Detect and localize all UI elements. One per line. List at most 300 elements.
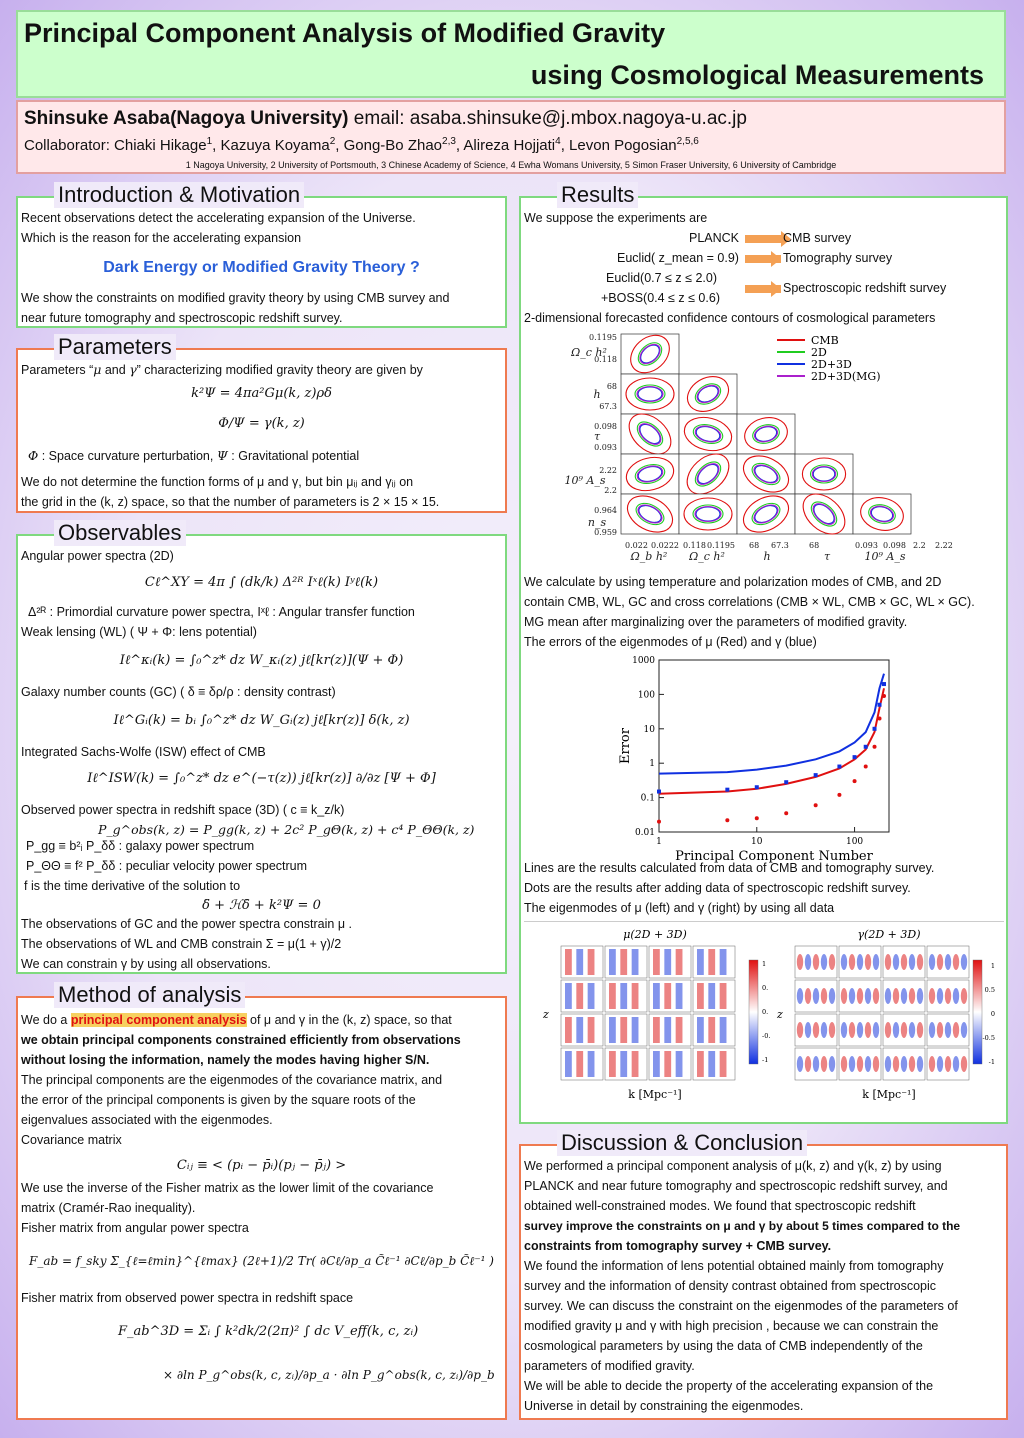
eigenmode-band xyxy=(653,1017,660,1043)
disc-line-6: survey and the information of density contrast obtained from spectroscopic xyxy=(524,1279,937,1293)
section-title-introduction: Introduction & Motivation xyxy=(54,182,304,208)
eigenmode-blob xyxy=(945,1056,951,1072)
colorbar-right xyxy=(973,960,982,1064)
affiliations: 1 Nagoya University, 2 University of Portsmouth, 3 Chinese Academy of Science, 4 Ewha Womans University, 5 Simon Fraser University, 6 University of Cambridge xyxy=(185,160,837,170)
eigenmode-blob xyxy=(937,1022,943,1038)
eigenmode-band xyxy=(620,949,627,975)
tick-x-7: 0.093 xyxy=(855,541,878,550)
disc-line-1: PLANCK and near future tomography and spectroscopic redshift survey, and xyxy=(524,1179,948,1193)
tick-x-2: 0.118 xyxy=(683,541,706,550)
x-tick-label: 1 xyxy=(656,837,662,847)
cbar-right-tick-0: 1 xyxy=(990,962,995,970)
obs-line-10: The observations of WL and CMB constrain Σ = μ(1 + γ)/2 xyxy=(21,937,342,951)
eigenmode-blob xyxy=(797,1022,803,1038)
eigenmode-blob xyxy=(909,1056,915,1072)
eigenmode-band xyxy=(576,1017,583,1043)
eigenmode-band xyxy=(708,1051,715,1077)
x-tick-label: 100 xyxy=(845,837,864,847)
method-line-3: without losing the information, namely the modes having higher S/N. xyxy=(21,1053,430,1067)
eigenmode-blob xyxy=(937,988,943,1004)
contour-panel xyxy=(795,494,853,534)
eigenmode-blob xyxy=(917,1022,923,1038)
series-dot-3 xyxy=(853,779,857,783)
obs-line-4: Integrated Sachs-Wolfe (ISW) effect of CMB xyxy=(21,745,266,759)
results-p1: We calculate by using temperature and polarization modes of CMB, and 2D xyxy=(524,575,942,589)
eigenmode-blob xyxy=(849,1022,855,1038)
obs-line-2: Weak lensing (WL) ( Ψ + Φ: lens potential) xyxy=(21,625,257,639)
series-dot-2 xyxy=(853,755,857,759)
eigenmode-band xyxy=(720,949,727,975)
series-dot-3 xyxy=(873,745,877,749)
eig-left-title: μ(2D + 3D) xyxy=(623,928,687,941)
equation-growth: δ̈ + ℋδ̇ + k²Ψ = 0 xyxy=(202,898,321,913)
series-dot-2 xyxy=(882,682,886,686)
y-tick-label: 1000 xyxy=(632,656,655,666)
obs-line-7: P_ΘΘ ≡ f² P_δδ : peculiar velocity power spectrum xyxy=(26,859,308,873)
y-tick-label: 10 xyxy=(643,724,655,735)
eigenmode-blob xyxy=(961,1056,967,1072)
title-line-1: Principal Component Analysis of Modified Gravity xyxy=(24,18,666,48)
exp-euclid-tomo-survey: Tomography survey xyxy=(783,251,893,265)
contour-panel xyxy=(737,494,795,534)
x-tick-label: 10 xyxy=(751,837,763,847)
eigenmode-blob xyxy=(909,1022,915,1038)
eigenmode-blob xyxy=(849,1056,855,1072)
equation-isw: Iℓ^ISW(k) = ∫₀^z* dz e^(−τ(z)) jℓ[kr(z)] ∂/∂z [Ψ + Φ] xyxy=(87,771,436,786)
intro-line-4: near future tomography and spectroscopic redshift survey. xyxy=(21,311,343,325)
results-p4: The errors of the eigenmodes of μ (Red) and γ (blue) xyxy=(524,635,817,649)
title-banner xyxy=(16,10,1006,98)
method-line-6: eigenvalues associated with the eigenmodes. xyxy=(21,1113,273,1127)
eigenmode-band xyxy=(697,983,704,1009)
eigenmode-blob xyxy=(893,1056,899,1072)
series-dot-3 xyxy=(657,820,661,824)
eigenmode-blob xyxy=(885,988,891,1004)
param-label-as: 10⁹ A_s xyxy=(564,474,606,487)
eigenmode-blob xyxy=(945,988,951,1004)
eigenmode-blob xyxy=(813,1022,819,1038)
obs-line-5: Observed power spectra in redshift space (3D) ( c ≡ k_z/k) xyxy=(21,803,345,817)
equation-pobs: P_g^obs(k, z) = P_gg(k, z) + 2c² P_gΘ(k, z) + c⁴ P_ΘΘ(k, z) xyxy=(98,822,475,837)
method-line-10: Fisher matrix from angular power spectra xyxy=(21,1221,249,1235)
series-dot-2 xyxy=(657,790,661,794)
eigenmode-blob xyxy=(873,1022,879,1038)
disc-line-7: survey. We can discuss the constraint on the eigenmodes of the parameters of xyxy=(524,1299,958,1313)
eigenmode-blob xyxy=(901,988,907,1004)
cbar-right-tick-4: -1 xyxy=(988,1058,995,1066)
equation-fisher-2d: F_ab = f_sky Σ_{ℓ=ℓmin}^{ℓmax} (2ℓ+1)/2 Tr( ∂Cℓ/∂p_a C̃ℓ⁻¹ ∂Cℓ/∂p_b C̃ℓ⁻¹ ) xyxy=(29,1254,494,1268)
method-line-11: Fisher matrix from observed power spectra in redshift space xyxy=(21,1291,354,1305)
intro-line-3: We show the constraints on modified gravity theory by using CMB survey and xyxy=(21,291,450,305)
obs-line-1: Δ²ᴿ : Primordial curvature power spectra, Iˣℓ : Angular transfer function xyxy=(28,605,415,619)
cbar-left-tick-2: 0. xyxy=(762,1008,769,1016)
series-dot-2 xyxy=(878,703,882,707)
divider xyxy=(524,921,1004,922)
series-dot-2 xyxy=(873,727,877,731)
eigenmode-band xyxy=(620,1051,627,1077)
param-label-omch2: Ω_c h² xyxy=(571,346,607,359)
eigenmode-blob xyxy=(821,988,827,1004)
series-dot-3 xyxy=(864,765,868,769)
tick-h-lo: 67.3 xyxy=(599,402,617,411)
eigenmode-blob xyxy=(805,1022,811,1038)
eigenmode-band xyxy=(676,1017,683,1043)
equation-fisher-3d-2: × ∂ln P_g^obs(k, c, zᵢ)/∂p_a · ∂ln P_g^obs(k, c, zᵢ)/∂p_b xyxy=(163,1368,495,1382)
tick-x-4: 68 xyxy=(749,541,760,550)
eigenmode-blob xyxy=(917,1056,923,1072)
equation-covariance: Cᵢⱼ ≡ < (pᵢ − p̄ᵢ)(pⱼ − p̄ⱼ) > xyxy=(176,1158,347,1173)
author-email: email: asaba.shinsuke@j.mbox.nagoya-u.ac.jp xyxy=(353,108,747,129)
tick-x-8: 0.098 xyxy=(883,541,906,550)
legend-2d3dmg: 2D+3D(MG) xyxy=(811,370,881,383)
eigenmode-blob xyxy=(961,988,967,1004)
obs-line-6: P_gg ≡ b²ᵢ P_δδ : galaxy power spectrum xyxy=(26,839,255,853)
eigenmode-band xyxy=(565,1051,572,1077)
eigenmode-band xyxy=(609,1017,616,1043)
method-line-7: Covariance matrix xyxy=(21,1133,122,1147)
param-label-tau: τ xyxy=(593,430,601,443)
series-dot-3 xyxy=(882,694,886,698)
section-title-results: Results xyxy=(557,182,638,208)
eigenmode-blob xyxy=(813,1056,819,1072)
contour-panel xyxy=(621,454,679,494)
intro-question: Dark Energy or Modified Gravity Theory ? xyxy=(103,259,420,276)
section-title-parameters: Parameters xyxy=(54,334,176,360)
contour-panel xyxy=(737,414,795,454)
eig-left-xlabel: k [Mpc⁻¹] xyxy=(628,1088,682,1101)
collaborator-label: Collaborator: Chiaki Hikage xyxy=(24,137,207,154)
eigenmode-blob xyxy=(857,988,863,1004)
eigenmode-blob xyxy=(945,1022,951,1038)
eigenmode-band xyxy=(588,949,595,975)
y-tick-label: 1 xyxy=(649,759,655,770)
author-banner xyxy=(16,100,1006,174)
eigenmode-blob xyxy=(953,954,959,970)
section-results xyxy=(519,182,1008,1124)
eigenmode-blob xyxy=(885,1022,891,1038)
disc-line-2: obtained well-constrained modes. We found that spectroscopic redshift xyxy=(524,1199,916,1213)
param-label-h: h xyxy=(593,388,601,401)
section-title-observables: Observables xyxy=(54,520,186,546)
eig-right-xlabel: k [Mpc⁻¹] xyxy=(862,1088,916,1101)
series-dot-3 xyxy=(837,793,841,797)
method-line-2: we obtain principal components constrained efficiently from observations xyxy=(21,1033,461,1047)
eigenmode-band xyxy=(676,949,683,975)
results-p6: Dots are the results after adding data of spectroscopic redshift survey. xyxy=(524,881,911,895)
results-p7: The eigenmodes of μ (left) and γ (right) by using all data xyxy=(524,901,835,915)
eigenmode-blob xyxy=(953,988,959,1004)
arrow-head-icon xyxy=(771,251,781,267)
eigenmode-band xyxy=(676,983,683,1009)
eigenmode-blob xyxy=(937,1056,943,1072)
intro-line-1: Recent observations detect the accelerating expansion of the Universe. xyxy=(21,211,416,225)
eigenmode-blob xyxy=(909,954,915,970)
contour-panel xyxy=(621,334,679,374)
eigenmode-band xyxy=(576,983,583,1009)
cbar-left-tick-3: -0. xyxy=(762,1032,771,1040)
eigenmode-band xyxy=(588,983,595,1009)
equation-wl: Iℓ^κᵢ(k) = ∫₀^z* dz W_κᵢ(z) jℓ[kr(z)](Ψ + Φ) xyxy=(119,653,404,668)
eigenmode-blob xyxy=(873,954,879,970)
eigenmode-blob xyxy=(901,1022,907,1038)
obs-line-3: Galaxy number counts (GC) ( δ ≡ δρ/ρ : density contrast) xyxy=(21,685,336,699)
eigenmode-blob xyxy=(797,988,803,1004)
eigenmode-band xyxy=(632,949,639,975)
chart-xlabel: Principal Component Number xyxy=(675,849,873,864)
y-tick-label: 100 xyxy=(637,690,655,701)
cbar-right-tick-3: -0.5 xyxy=(982,1034,995,1042)
results-p3: MG mean after marginalizing over the parameters of modified gravity. xyxy=(524,615,908,629)
eigenmode-band xyxy=(720,1017,727,1043)
disc-line-11: We will be able to decide the property of the accelerating expansion of the xyxy=(524,1379,934,1393)
eigenmode-band xyxy=(697,949,704,975)
series-dot-3 xyxy=(814,803,818,807)
eig-right-ylabel: z xyxy=(777,1008,783,1021)
tick-x-0: 0.022 xyxy=(625,541,648,550)
series-dot-2 xyxy=(784,780,788,784)
contour-panel xyxy=(679,494,737,534)
series-dot-2 xyxy=(814,773,818,777)
obs-line-9: The observations of GC and the power spectra constrain μ . xyxy=(21,917,352,931)
eigenmode-blob xyxy=(849,988,855,1004)
eigenmode-blob xyxy=(813,988,819,1004)
eigenmode-band xyxy=(565,983,572,1009)
eigenmode-band xyxy=(720,983,727,1009)
eigenmode-blob xyxy=(937,954,943,970)
disc-line-8: modified gravity μ and γ with high precision , because we can constrain the xyxy=(524,1319,939,1333)
eigenmode-blob xyxy=(865,954,871,970)
equation-poisson: k²Ψ = 4πa²Gμ(k, z)ρδ xyxy=(191,386,332,401)
eigenmode-band xyxy=(588,1051,595,1077)
method-line-9: matrix (Cramér-Rao inequality). xyxy=(21,1201,196,1215)
arrow-icon xyxy=(745,235,781,243)
tick-x-6: 68 xyxy=(809,541,820,550)
eigenmode-blob xyxy=(929,954,935,970)
disc-line-9: cosmological parameters by using the data of CMB independently of the xyxy=(524,1339,923,1353)
eigenmode-blob xyxy=(945,954,951,970)
eigenmode-blob xyxy=(953,1022,959,1038)
tick-ns-lo: 0.959 xyxy=(594,528,617,537)
eig-right-title: γ(2D + 3D) xyxy=(857,928,921,941)
eigenmode-blob xyxy=(821,1022,827,1038)
eigenmode-blob xyxy=(865,1022,871,1038)
eigenmode-blob xyxy=(797,954,803,970)
tick-x-3: 0.1195 xyxy=(707,541,735,550)
eigenmode-blob xyxy=(953,1056,959,1072)
tick-x-1: 0.0222 xyxy=(651,541,679,550)
eigenmode-blob xyxy=(929,1056,935,1072)
parameters-line-2: Φ : Space curvature perturbation, Ψ : Gravitational potential xyxy=(28,448,360,463)
eigenmode-blob xyxy=(961,954,967,970)
eigenmode-band xyxy=(653,949,660,975)
eigenmode-band xyxy=(609,983,616,1009)
tick-x-5: 67.3 xyxy=(771,541,789,550)
eigenmode-blob xyxy=(873,1056,879,1072)
equation-gc: Iℓ^Gᵢ(k) = bᵢ ∫₀^z* dz W_Gᵢ(z) jℓ[kr(z)] δ(k, z) xyxy=(113,713,410,728)
chart-ylabel: Error xyxy=(618,728,633,764)
contour-caption: 2-dimensional forecasted confidence contours of cosmological parameters xyxy=(524,311,936,325)
cbar-right-tick-1: 0.5 xyxy=(984,986,995,994)
disc-line-12: Universe in detail by constraining the eigenmodes. xyxy=(524,1399,804,1413)
section-title-method: Method of analysis xyxy=(54,982,245,1008)
eigenmode-blob xyxy=(865,988,871,1004)
contour-panel xyxy=(621,414,679,454)
author-name: Shinsuke Asaba(Nagoya University) xyxy=(24,108,349,129)
eigenmode-band xyxy=(653,983,660,1009)
eigenmode-blob xyxy=(865,1056,871,1072)
eigenmode-blob xyxy=(917,988,923,1004)
section-discussion xyxy=(519,1130,1008,1420)
param-label-tau-x: τ xyxy=(823,550,831,563)
eigenmode-blob xyxy=(805,954,811,970)
eigenmode-blob xyxy=(829,954,835,970)
eigenmode-blob xyxy=(841,988,847,1004)
method-line-8: We use the inverse of the Fisher matrix as the lower limit of the covariance xyxy=(21,1181,434,1195)
collaborator-line: Collaborator: Chiaki Hikage$^1$, Kazuya Koyama$^2$, Gong-Bo Zhao$^{2,3}$, Alireza Hojjati$^4$, Levon Pogosian$^{2,5,6}$ xyxy=(24,136,699,154)
eigenmode-band xyxy=(620,1017,627,1043)
eigenmode-blob xyxy=(841,1056,847,1072)
series-dot-3 xyxy=(725,818,729,822)
exp-euclid-tomo: Euclid( z_mean = 0.9) xyxy=(617,251,739,265)
tick-h-hi: 68 xyxy=(606,382,617,391)
eigenmode-blob xyxy=(893,954,899,970)
eigenmode-band xyxy=(632,1017,639,1043)
eigenmode-blob xyxy=(805,1056,811,1072)
section-parameters xyxy=(16,334,507,513)
eigenmode-band xyxy=(708,949,715,975)
parameters-line-3: We do not determine the function forms of μ and γ, but bin μᵢⱼ and γᵢⱼ on xyxy=(21,475,414,489)
exp-boss: +BOSS(0.4 ≤ z ≤ 0.6) xyxy=(601,291,720,305)
param-label-ns: n_s xyxy=(587,516,607,529)
eigenmode-band xyxy=(609,949,616,975)
contour-panel xyxy=(795,454,853,494)
param-label-ombh2: Ω_b h² xyxy=(630,550,668,563)
cbar-left-tick-1: 0. xyxy=(762,984,769,992)
equation-cl: Cℓ^XY = 4π ∫ (dk/k) Δ²ᴿ Iˣℓ(k) Iʸℓ(k) xyxy=(144,575,379,590)
eigenmode-blob xyxy=(849,954,855,970)
eigenmode-blob xyxy=(885,954,891,970)
eigenmode-blob xyxy=(917,954,923,970)
section-title-discussion: Discussion & Conclusion xyxy=(557,1130,807,1156)
tick-as-lo: 2.2 xyxy=(604,486,617,495)
eigenmode-blob xyxy=(929,1022,935,1038)
legend-2d: 2D xyxy=(811,346,827,359)
parameters-line-4: the grid in the (k, z) space, so that the number of parameters is 2 × 15 × 15. xyxy=(21,495,440,509)
eigenmode-blob xyxy=(873,988,879,1004)
results-intro: We suppose the experiments are xyxy=(524,211,708,225)
eigenmode-blob xyxy=(857,1056,863,1072)
eigenmode-blob xyxy=(797,1056,803,1072)
eigenmode-band xyxy=(632,983,639,1009)
cbar-right-tick-2: 0 xyxy=(990,1010,995,1018)
y-tick-label: 0.1 xyxy=(640,793,655,804)
tick-x-10: 2.22 xyxy=(935,541,953,550)
eigenmode-band xyxy=(720,1051,727,1077)
eigenmode-band xyxy=(576,1051,583,1077)
series-line-1 xyxy=(659,688,884,793)
chart-frame xyxy=(659,660,889,832)
author-line xyxy=(24,108,747,130)
equation-gamma: Φ/Ψ = γ(k, z) xyxy=(218,416,305,431)
eigenmode-blob xyxy=(893,988,899,1004)
exp-spec-survey: Spectroscopic redshift survey xyxy=(783,281,947,295)
eigenmode-band xyxy=(676,1051,683,1077)
disc-line-3: survey improve the constraints on μ and γ by about 5 times compared to the xyxy=(524,1219,961,1233)
disc-line-5: We found the information of lens potential obtained mainly from tomography xyxy=(524,1259,944,1273)
eigenmode-band xyxy=(576,949,583,975)
colorbar-left xyxy=(749,960,758,1064)
eigenmode-band xyxy=(708,1017,715,1043)
obs-line-0: Angular power spectra (2D) xyxy=(21,549,174,563)
series-dot-2 xyxy=(837,765,841,769)
eigenmode-blob xyxy=(829,1022,835,1038)
title-line-2: using Cosmological Measurements xyxy=(530,60,984,90)
eigenmode-band xyxy=(653,1051,660,1077)
tick-tau-lo: 0.093 xyxy=(594,443,617,452)
obs-line-8: f is the time derivative of the solution to xyxy=(24,879,241,893)
param-label-omch2-x: Ω_c h² xyxy=(689,550,725,563)
tick-omch2-hi: 0.1195 xyxy=(589,333,617,342)
tick-as-hi: 2.22 xyxy=(599,466,617,475)
cbar-left-tick-4: -1 xyxy=(762,1056,769,1064)
eigenmode-blob xyxy=(909,988,915,1004)
param-label-h-x: h xyxy=(763,550,771,563)
series-dot-3 xyxy=(878,716,882,720)
exp-planck-survey: CMB survey xyxy=(783,231,852,245)
eigenmode-band xyxy=(609,1051,616,1077)
eigenmode-band xyxy=(588,1017,595,1043)
disc-line-4: constraints from tomography survey + CMB survey. xyxy=(524,1239,832,1253)
method-line-4: The principal components are the eigenmodes of the covariance matrix, and xyxy=(21,1073,443,1087)
cbar-left-tick-0: 1 xyxy=(762,960,767,968)
param-label-as-x: 10⁹ A_s xyxy=(864,550,906,563)
eigenmode-blob xyxy=(841,954,847,970)
eigenmode-band xyxy=(664,949,671,975)
y-tick-label: 0.01 xyxy=(634,828,655,838)
section-observables xyxy=(16,520,507,974)
eigenmode-band xyxy=(664,1051,671,1077)
eigenmode-blob xyxy=(885,1056,891,1072)
eigenmode-blob xyxy=(829,988,835,1004)
eigenmode-blob xyxy=(893,1022,899,1038)
eigenmode-band xyxy=(620,983,627,1009)
eigenmode-band xyxy=(708,983,715,1009)
eig-left-ylabel: z xyxy=(543,1008,549,1021)
exp-planck: PLANCK xyxy=(689,231,740,245)
eigenmode-blob xyxy=(857,1022,863,1038)
eigenmode-band xyxy=(697,1051,704,1077)
eigenmode-blob xyxy=(841,1022,847,1038)
section-method xyxy=(16,982,507,1420)
eigenmode-band xyxy=(664,983,671,1009)
eigenmode-blob xyxy=(929,988,935,1004)
series-dot-3 xyxy=(755,816,759,820)
contour-triangle-plot xyxy=(564,332,987,563)
eigenmode-blob xyxy=(805,988,811,1004)
disc-line-10: parameters of modified gravity. xyxy=(524,1359,695,1373)
eigenmode-heatmaps xyxy=(537,926,997,1106)
eigenmode-band xyxy=(565,949,572,975)
eigenmode-blob xyxy=(821,954,827,970)
series-dot-2 xyxy=(864,745,868,749)
obs-line-11: We can constrain γ by using all observations. xyxy=(21,957,271,971)
eigenmode-blob xyxy=(813,954,819,970)
exp-euclid-spec: Euclid(0.7 ≤ z ≤ 2.0) xyxy=(606,271,717,285)
contour-panel xyxy=(621,494,679,534)
equation-fisher-3d-1: F_ab^3D = Σᵢ ∫ k²dk/2(2π)² ∫ dc V_eff(k, c, zᵢ) xyxy=(118,1324,419,1339)
method-line-5: the error of the principal components is given by the square roots of the xyxy=(21,1093,416,1107)
tick-ns-hi: 0.964 xyxy=(594,506,617,515)
